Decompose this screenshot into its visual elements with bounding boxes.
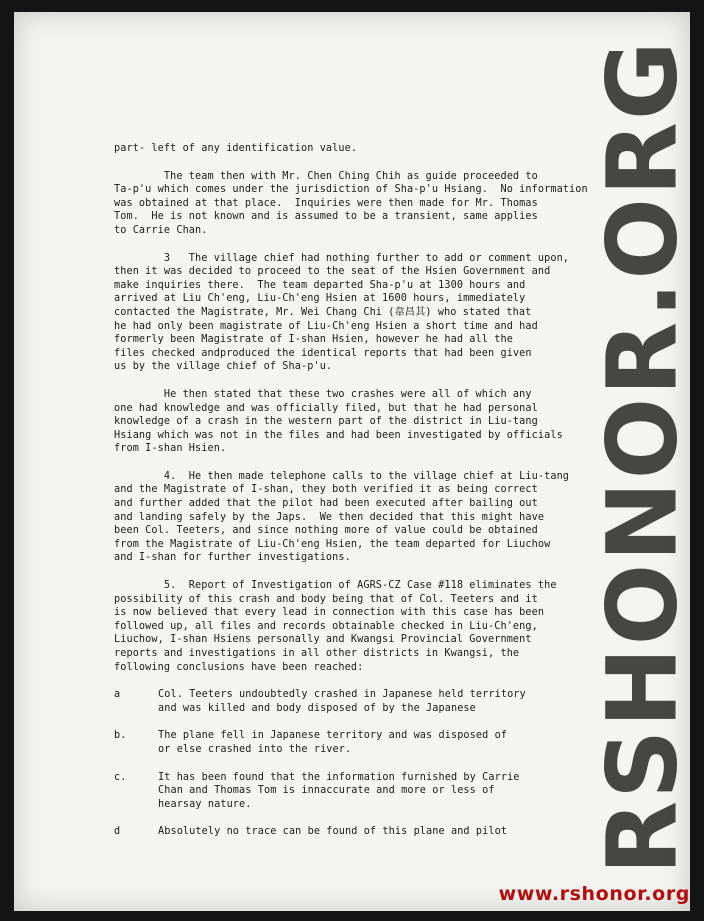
conclusion-item-text: Col. Teeters undoubtedly crashed in Japanese held territory <box>158 689 526 701</box>
text-line: Tom. He is not known and is assumed to be a transient, same applies <box>114 211 538 223</box>
conclusion-item-text: It has been found that the information furnished by Carrie <box>158 771 520 783</box>
text-line: he had only been magistrate of Liu-Ch'eng Hsien a short time and had <box>114 320 538 332</box>
conclusion-item-text: Chan and Thomas Tom is innaccurate and more or less of <box>158 785 495 797</box>
conclusion-item-line <box>114 729 624 743</box>
text-line: reports and investigations in all other districts in Kwangsi, the <box>114 648 520 659</box>
document-body <box>114 142 624 839</box>
text-line: is now believed that every lead in connection with this case has been <box>114 607 545 619</box>
text-line: been Col. Teeters, and since nothing more of value could be obtained <box>114 525 538 537</box>
text-line: knowledge of a crash in the western part of the district in Liu-tang <box>114 416 538 428</box>
conclusion-item-letter: d <box>114 826 121 838</box>
conclusion-item-line <box>114 784 624 798</box>
conclusion-item-text: hearsay nature. <box>158 798 252 810</box>
conclusion-item-line <box>114 771 624 785</box>
text-line: to Carrie Chan. <box>114 224 208 236</box>
text-line: from I-shan Hsien. <box>114 443 227 455</box>
paragraph-gap <box>114 811 624 825</box>
paragraph-gap <box>114 238 624 252</box>
text-line: He then stated that these two crashes were all of which any <box>114 388 532 400</box>
text-line: following conclusions have been reached: <box>114 661 364 673</box>
text-line: 3 The village chief had nothing further to add or comment upon, <box>114 252 570 264</box>
paragraph-gap <box>114 674 624 688</box>
text-line: Liuchow, I-shan Hsiens personally and Kwangsi Provincial Government <box>114 634 532 646</box>
paragraph-gap <box>114 565 624 579</box>
text-line: then it was decided to proceed to the seat of the Hsien Government and <box>114 266 551 278</box>
conclusion-item-text: or else crashed into the river. <box>158 743 352 755</box>
text-line: formerly been Magistrate of I-shan Hsien, however he had all the <box>114 334 513 346</box>
text-line: files checked andproduced the identical reports that had been given <box>114 347 532 359</box>
text-line: one had knowledge and was officially filed, but that he had personal <box>114 402 538 414</box>
paragraph-gap <box>114 156 624 170</box>
conclusion-item-line <box>114 825 624 839</box>
text-line: was obtained at that place. Inquiries were then made for Mr. Thomas <box>114 197 538 209</box>
paragraph-gap <box>114 757 624 771</box>
text-line: and I-shan for further investigations. <box>114 552 351 564</box>
text-line: and further added that the pilot had been executed after bailing out <box>114 498 538 510</box>
paragraph-gap <box>114 374 624 388</box>
text-line: followed up, all files and records obtainable checked in Liu-Ch'eng, <box>114 620 538 632</box>
text-line: from the Magistrate of Liu-Ch'eng Hsien, the team departed for Liuchow <box>114 538 551 550</box>
conclusion-item-line <box>114 743 624 757</box>
text-line: us by the village chief of Sha-p'u. <box>114 361 333 373</box>
text-line: 5. Report of Investigation of AGRS-CZ Case #118 eliminates the <box>114 580 557 592</box>
conclusion-item-letter: c. <box>114 771 127 783</box>
text-line: arrived at Liu Ch'eng, Liu-Ch'eng Hsien at 1600 hours, immediately <box>114 293 526 305</box>
conclusion-item-line <box>114 688 624 702</box>
text-line: Hsiang which was not in the files and had been investigated by officials <box>114 429 563 441</box>
text-line: Ta-p'u which comes under the jurisdiction of Sha-p'u Hsiang. No information <box>114 184 588 196</box>
document-page <box>14 12 690 911</box>
text-line: part- left of any identification value. <box>114 143 358 154</box>
conclusion-item-text: Absolutely no trace can be found of this plane and pilot <box>158 826 508 838</box>
conclusion-item-text: and was killed and body disposed of by the Japanese <box>158 702 476 714</box>
watermark-url: www.rshonor.org <box>498 883 690 905</box>
text-line: contacted the Magistrate, Mr. Wei Chang Chi (韋昌其) who stated that <box>114 306 532 318</box>
text-line: and the Magistrate of I-shan, they both verified it as being correct <box>114 484 538 496</box>
conclusion-item-text: The plane fell in Japanese territory and was disposed of <box>158 730 508 742</box>
text-line: and landing safely by the Japs. We then decided that this might have <box>114 511 545 523</box>
conclusion-item-letter: a <box>114 689 121 701</box>
conclusion-item-letter: b. <box>114 730 127 742</box>
conclusion-item-line <box>114 702 624 716</box>
watermark-text: RSHONOR.ORG <box>587 38 699 875</box>
paragraph-gap <box>114 715 624 729</box>
text-line: possibility of this crash and body being that of Col. Teeters and it <box>114 593 538 605</box>
paragraph-gap <box>114 456 624 470</box>
text-line: make inquiries there. The team departed Sha-p'u at 1300 hours and <box>114 279 526 291</box>
text-line: 4. He then made telephone calls to the village chief at Liu-tang <box>114 470 570 482</box>
text-line: The team then with Mr. Chen Ching Chih as guide proceeded to <box>114 170 538 182</box>
conclusion-item-line <box>114 798 624 812</box>
